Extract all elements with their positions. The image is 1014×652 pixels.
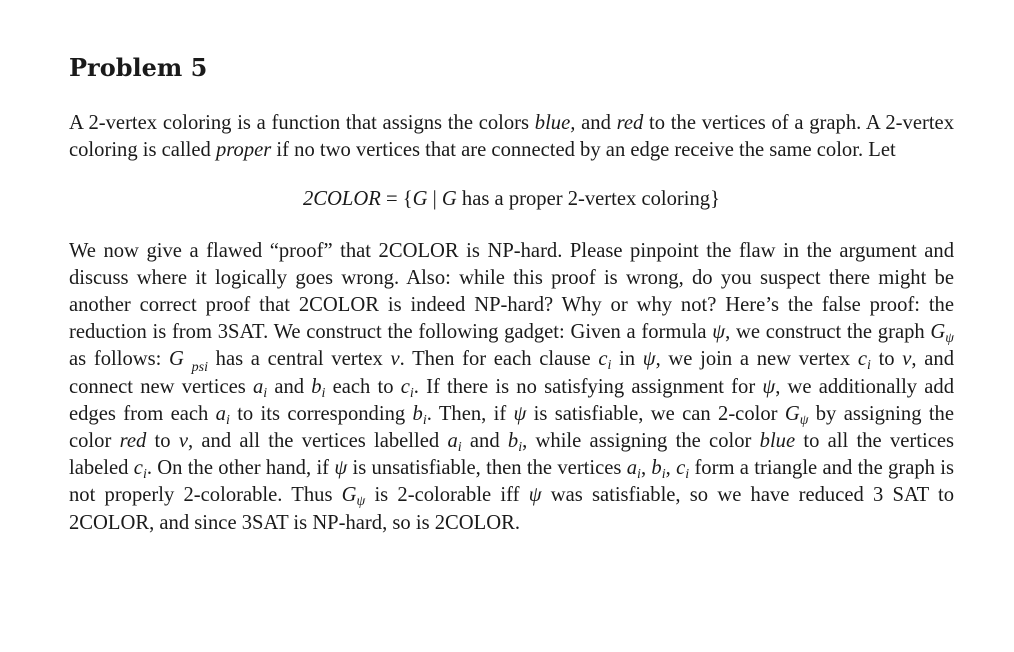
math-i-sub: i xyxy=(866,358,871,374)
proof-text: . On the other hand, if xyxy=(146,457,335,480)
math-a: a xyxy=(626,457,638,480)
math-i-sub: i xyxy=(321,385,326,401)
proof-text: to all the vertices labeled xyxy=(69,430,954,480)
math-G: G xyxy=(784,402,800,425)
math-i-sub: i xyxy=(263,385,268,401)
definition-var: G xyxy=(441,188,457,211)
math-psi-sub: ψ xyxy=(945,331,954,347)
proof-text: is 2-colorable iff xyxy=(365,484,529,507)
math-c: c xyxy=(400,375,410,398)
proof-text: to xyxy=(870,348,903,371)
proof-text: . If there is no satisfying assignment for xyxy=(413,375,763,398)
math-c: c xyxy=(133,457,143,480)
math-psi-text-sub: psi xyxy=(191,360,208,376)
math-i-sub: i xyxy=(637,467,641,483)
math-b: b xyxy=(412,402,423,425)
proof-text: is unsatisfiable, then the vertices xyxy=(347,457,627,480)
intro-blue: blue, xyxy=(534,112,576,134)
math-c: c xyxy=(676,457,686,480)
proof-text: in xyxy=(611,348,643,371)
math-i-sub: i xyxy=(685,467,690,483)
proof-text: . Then for each clause xyxy=(399,348,599,371)
math-i-sub: i xyxy=(142,467,147,483)
intro-proper: proper xyxy=(215,139,272,162)
math-psi: ψ xyxy=(513,402,527,425)
intro-text: and xyxy=(575,112,617,134)
math-a: a xyxy=(252,375,264,398)
definition-lhs: 2COLOR xyxy=(303,188,381,211)
definition-var: G xyxy=(412,188,428,211)
math-v: v xyxy=(178,430,188,453)
math-c: c xyxy=(857,348,867,371)
math-a: a xyxy=(447,430,458,453)
proof-text: , we join a new vertex xyxy=(655,348,858,371)
proof-text: , we construct the graph xyxy=(725,321,931,344)
proof-text: and xyxy=(461,430,508,453)
math-i-sub: i xyxy=(661,467,666,483)
math-psi-sub: ψ xyxy=(799,412,809,428)
intro-text: A 2-vertex coloring is a function that assigns the colors xyxy=(69,112,535,134)
proof-text: , we additionally add edges from each xyxy=(69,375,955,425)
proof-text: has a central vertex xyxy=(207,348,391,371)
math-c: c xyxy=(598,348,608,371)
intro-red: red xyxy=(616,112,644,134)
math-G: G xyxy=(930,321,946,344)
proof-text: , xyxy=(665,457,677,480)
math-i-sub: i xyxy=(225,412,230,428)
proof-text: was satisfiable, so we have reduced 3 SAT to 2COLOR, and since 3SAT is NP-hard, so is 2COLOR. xyxy=(69,484,955,534)
math-i-sub: i xyxy=(518,440,523,456)
math-i-sub: i xyxy=(607,358,612,374)
math-psi: ψ xyxy=(334,457,348,480)
definition-bar: | xyxy=(427,188,442,211)
proof-text: , xyxy=(640,457,652,480)
math-psi: ψ xyxy=(642,348,656,371)
problem-title: Problem 5 xyxy=(69,53,208,82)
definition-equation xyxy=(69,186,954,213)
proof-text: , and all the vertices labelled xyxy=(187,430,448,453)
proof-text: to xyxy=(146,430,179,453)
math-G: G xyxy=(169,348,184,371)
intro-text: to the vertices of a graph. A 2-vertex coloring is called xyxy=(69,112,954,162)
proof-text: to its corresponding xyxy=(229,402,413,425)
proof-text: We now give a flawed “proof” that 2COLOR is NP-hard. Please pinpoint the flaw in the argument and discuss where it logically goes wrong. Also: while this proof is wrong, do you suspect there might be another correct proof that 2COLOR is indeed NP-hard? Why or why not? Here’s the false proof: the reduction is from 3SAT. We construct the following gadget: Given a formula xyxy=(69,239,954,344)
math-i-sub: i xyxy=(422,412,427,428)
math-i-sub: i xyxy=(457,440,462,456)
intro-text: if no two vertices that are connected by an edge receive the same color. Let xyxy=(271,139,896,162)
proof-text: as follows: xyxy=(69,348,170,371)
definition-eq: = { xyxy=(380,188,413,211)
math-v: v xyxy=(390,348,400,371)
proof-paragraph xyxy=(69,238,954,537)
proof-text: . Then, if xyxy=(426,402,514,425)
proof-text: is satisfiable, we can 2-color xyxy=(526,402,785,425)
intro-paragraph xyxy=(69,110,954,164)
proof-text: by assigning the color xyxy=(69,402,954,453)
math-psi: ψ xyxy=(712,321,726,344)
math-G: G xyxy=(341,484,357,507)
proof-text: , while assigning the color xyxy=(522,430,760,453)
proof-text: and xyxy=(267,375,312,398)
math-i-sub: i xyxy=(409,385,414,401)
math-psi: ψ xyxy=(762,375,776,398)
definition-rhs: has a proper 2-vertex coloring} xyxy=(456,188,720,211)
proof-red: red xyxy=(119,430,147,453)
math-a: a xyxy=(215,402,226,425)
math-b: b xyxy=(507,430,519,453)
math-psi: ψ xyxy=(528,484,542,507)
math-psi-sub: ψ xyxy=(356,494,366,510)
math-v: v xyxy=(902,348,912,371)
math-b: b xyxy=(651,457,662,480)
proof-blue: blue xyxy=(759,430,796,453)
proof-text: form a triangle and the graph is not properly 2-colorable. Thus xyxy=(69,457,955,507)
proof-text: each to xyxy=(325,375,401,398)
proof-text: , and connect new vertices xyxy=(69,348,954,398)
math-b: b xyxy=(311,375,322,398)
document-page xyxy=(69,52,954,537)
